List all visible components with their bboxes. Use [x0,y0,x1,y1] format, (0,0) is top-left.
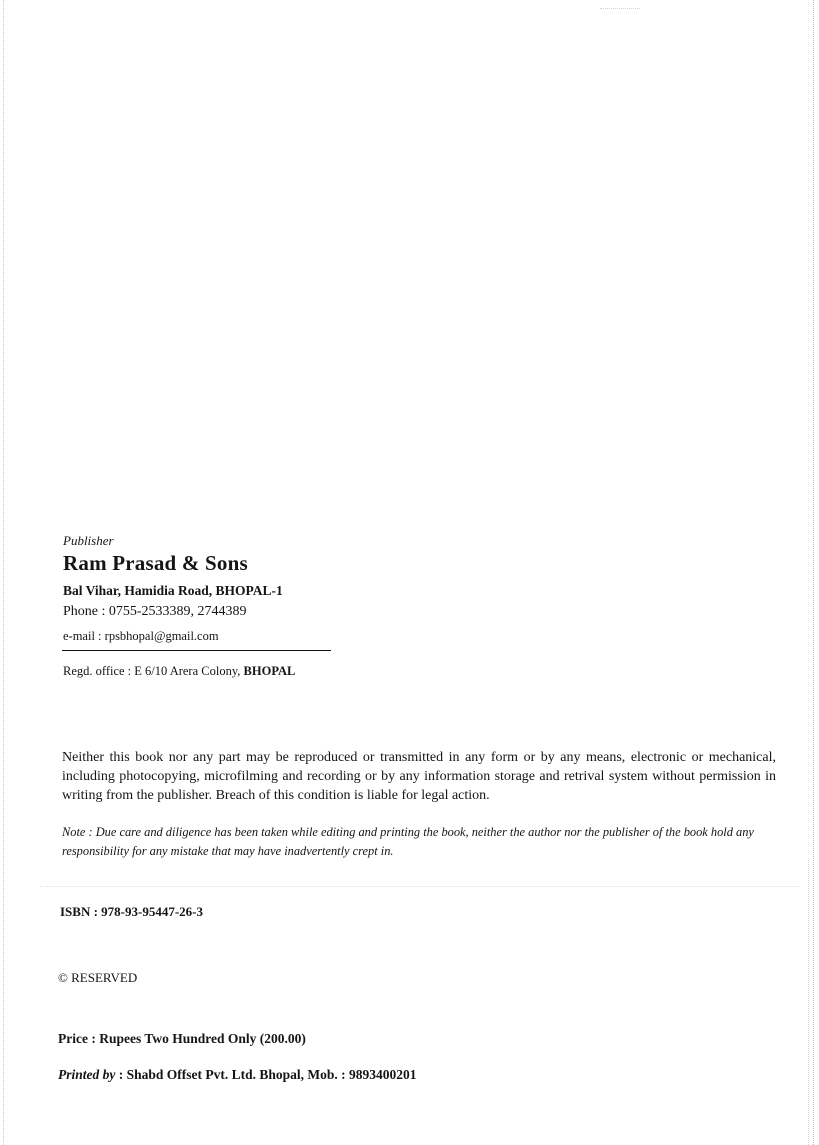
divider-line [62,650,331,651]
price: Price : Rupees Two Hundred Only (200.00) [58,1031,306,1046]
registered-office-city: BHOPAL [243,664,296,678]
scan-edge-right [813,0,815,1145]
reserved-notice: © RESERVED [58,970,138,985]
publisher-label: Publisher [63,533,114,548]
printed-by-details: : Shabd Offset Pvt. Ltd. Bhopal, Mob. : 9893400201 [115,1067,417,1082]
printed-by [58,1067,417,1083]
isbn: ISBN : 978-93-95447-26-3 [60,904,203,919]
copyright-notice: Neither this book nor any part may be reproduced or transmitted in any form or by any means, electronic or mechanical, including photocopying, microfilming and recording or by any information storage and retrival system without permission in writing from the publisher. Breach of this condition is liable for legal action. [62,750,776,803]
scan-edge-right-inner [808,860,810,1145]
printed-by-label: Printed by [58,1067,116,1082]
publisher-email: e-mail : rpsbhopal@gmail.com [63,629,219,643]
disclaimer-note: Note : Due care and diligence has been taken while editing and printing the book, neither the author nor the publisher of the book hold any responsibility for any mistake that may have inadvertently crept in. [62,825,754,858]
scan-edge-left [3,0,5,1145]
publisher-name: Ram Prasad & Sons [63,551,248,575]
scan-speckle-top [600,8,640,9]
publisher-phone: Phone : 0755-2533389, 2744389 [63,604,247,619]
scan-speckle [40,886,800,887]
registered-office-address: Regd. office : E 6/10 Arera Colony, [63,664,244,678]
publisher-address: Bal Vihar, Hamidia Road, BHOPAL-1 [63,583,283,598]
registered-office [63,664,295,679]
